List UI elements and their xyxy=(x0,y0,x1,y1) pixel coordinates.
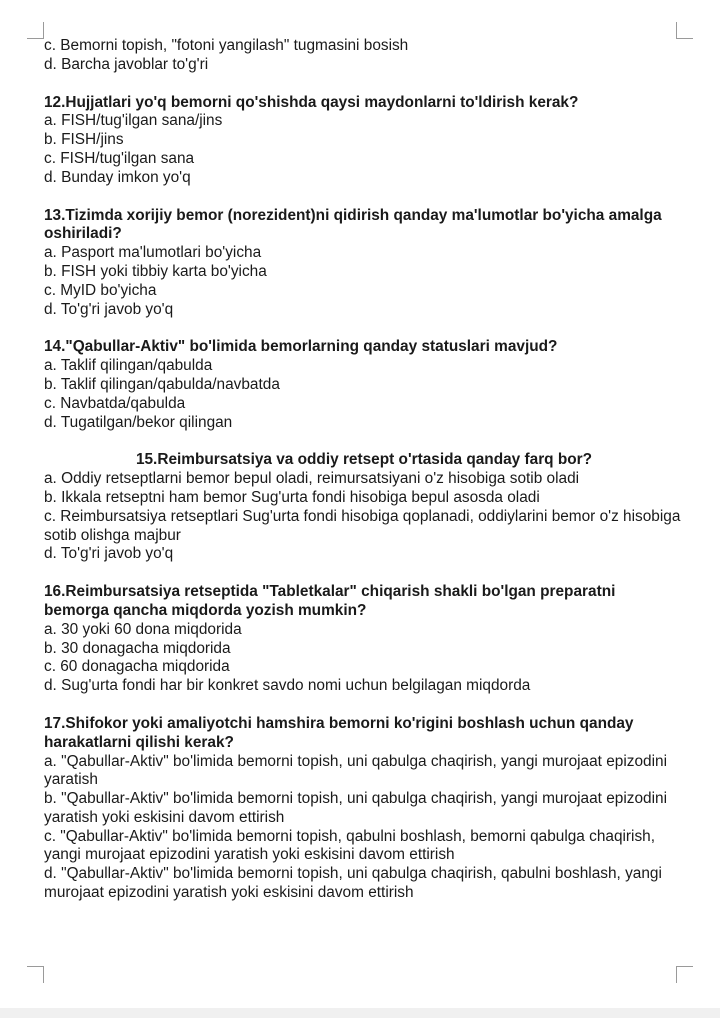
question-block xyxy=(44,451,684,564)
answer-option: c. Bemorni topish, "fotoni yangilash" tugmasini bosish xyxy=(44,37,409,54)
answer-option: b. "Qabullar-Aktiv" bo'limida bemorni topish, uni qabulga chaqirish, yangi murojaat epizodini yaratish yoki eskisini davom ettirish xyxy=(44,790,667,826)
question-block xyxy=(44,94,684,188)
answer-option: d. Barcha javoblar to'g'ri xyxy=(44,55,209,73)
question-block xyxy=(44,715,684,903)
answer-option: a. FISH/tug'ilgan sana/jins xyxy=(44,112,223,130)
page-corner-mark xyxy=(27,22,44,39)
answer-option: b. Taklif qilingan/qabulda/navbatda xyxy=(44,375,280,393)
answer-option: d. Sug'urta fondi har bir konkret savdo nomi uchun belgilagan miqdorda xyxy=(44,677,531,695)
answer-option: d. "Qabullar-Aktiv" bo'limida bemorni topish, uni qabulga chaqirish, qabulni boshlash, yangi murojaat epizodini yaratish yoki eskisini davom ettirish xyxy=(44,865,662,902)
question-block xyxy=(44,37,684,75)
answer-option: d. To'g'ri javob yo'q xyxy=(44,300,174,318)
question-block xyxy=(44,338,684,432)
page-corner-mark xyxy=(676,966,693,983)
answer-option: a. Taklif qilingan/qabulda xyxy=(44,357,213,375)
document-content xyxy=(44,37,684,922)
question-block xyxy=(44,583,684,696)
answer-option: b. 30 donagacha miqdorida xyxy=(44,639,231,657)
answer-option: a. Pasport ma'lumotlari bo'yicha xyxy=(44,244,262,262)
answer-option: c. 60 donagacha miqdorida xyxy=(44,658,230,676)
answer-option: b. FISH/jins xyxy=(44,131,124,149)
answer-option: c. MyID bo'yicha xyxy=(44,281,157,299)
question-text: 15.Reimbursatsiya va oddiy retsept o'rtasida qanday farq bor? xyxy=(135,451,593,469)
page-corner-mark xyxy=(27,966,44,983)
question-text: 14."Qabullar-Aktiv" bo'limida bemorlarning qanday statuslari mavjud? xyxy=(44,338,558,356)
answer-option: b. FISH yoki tibbiy karta bo'yicha xyxy=(44,262,267,280)
answer-option: d. Tugatilgan/bekor qilingan xyxy=(44,413,233,431)
answer-option: c. Reimbursatsiya retseptlari Sug'urta fondi hisobiga qoplanadi, oddiylarini bemor o'z hisobiga sotib olishga majbur xyxy=(44,507,681,544)
answer-option: a. Oddiy retseptlarni bemor bepul oladi, reimursatsiyani o'z hisobiga sotib oladi xyxy=(44,470,580,488)
question-block xyxy=(44,207,684,320)
question-text: 12.Hujjatlari yo'q bemorni qo'shishda qaysi maydonlarni to'ldirish kerak? xyxy=(44,93,579,111)
answer-option: a. 30 yoki 60 dona miqdorida xyxy=(44,620,242,638)
question-text: 13.Tizimda xorijiy bemor (norezident)ni qidirish qanday ma'lumotlar bo'yicha amalga oshiriladi? xyxy=(44,206,662,243)
answer-option: d. To'g'ri javob yo'q xyxy=(44,545,174,563)
answer-option: c. Navbatda/qabulda xyxy=(44,394,186,412)
answer-option: c. "Qabullar-Aktiv" bo'limida bemorni topish, qabulni boshlash, bemorni qabulga chaqirish, yangi murojaat epizodini yaratish yoki eskisini davom ettirish xyxy=(44,827,656,864)
answer-option: a. "Qabullar-Aktiv" bo'limida bemorni topish, uni qabulga chaqirish, yangi murojaat epizodini yaratish xyxy=(44,752,667,789)
answer-option: b. Ikkala retseptni ham bemor Sug'urta fondi hisobiga bepul asosda oladi xyxy=(44,488,540,506)
question-text: 16.Reimbursatsiya retseptida "Tabletkalar" chiqarish shakli bo'lgan preparatni bemorga qancha miqdorda yozish mumkin? xyxy=(44,583,616,619)
question-text: 17.Shifokor yoki amaliyotchi hamshira bemorni ko'rigini boshlash uchun qanday harakatlarni qilishi kerak? xyxy=(44,714,634,751)
answer-option: c. FISH/tug'ilgan sana xyxy=(44,149,195,167)
answer-option: d. Bunday imkon yo'q xyxy=(44,168,191,186)
